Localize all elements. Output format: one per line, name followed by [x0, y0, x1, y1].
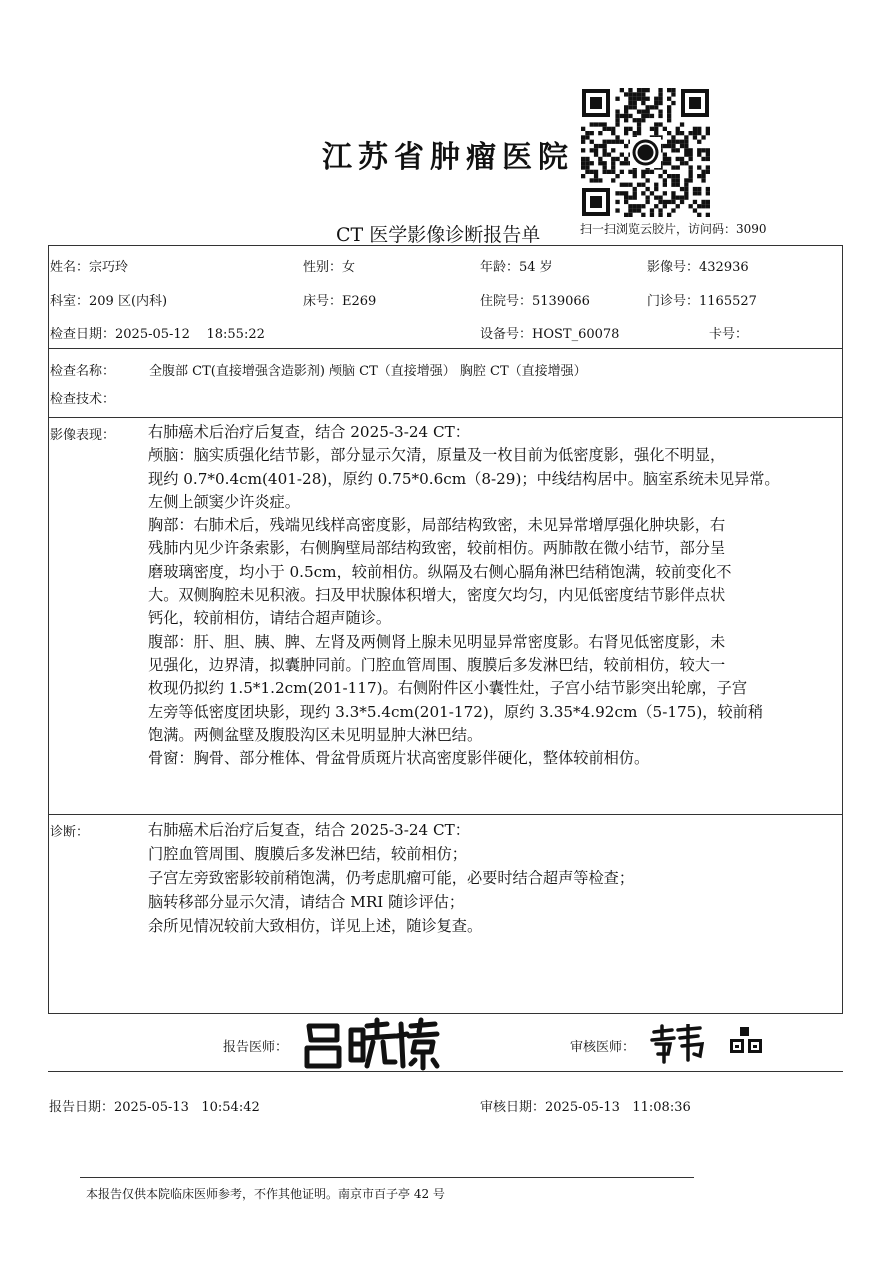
outpatient-number: 门诊号：1165527 [647, 294, 757, 309]
exam-name-label: 检查名称： [50, 364, 116, 379]
diagnosis-label: 诊断： [50, 825, 90, 840]
findings-line: 颅脑：脑实质强化结节影，部分显示欠清，原量及一枚目前为低密度影，强化不明显， [148, 446, 726, 465]
findings-line: 左旁等低密度团块影，现约 3.3*5.4cm(201-172)，原约 3.35*4.92cm（5-175)，较前稍 [148, 702, 764, 721]
findings-line: 磨玻璃密度，均小于 0.5cm，较前相仿。纵隔及右侧心膈角淋巴结稍饱满，较前变化不 [148, 562, 732, 581]
findings-line: 左侧上颌窦少许炎症。 [148, 492, 300, 511]
hospital-name: 江苏省肿瘤医院 [322, 140, 574, 175]
exam-box [48, 348, 843, 418]
diagnosis-line: 余所见情况较前大致相仿，详见上述，随诊复查。 [148, 917, 483, 935]
diagnosis-line: 脑转移部分显示欠清，请结合 MRI 随诊评估； [148, 893, 465, 911]
diagnosis-line: 子宫左旁致密影较前稍饱满，仍考虑肌瘤可能，必要时结合超声等检查； [148, 869, 634, 887]
findings-line: 饱满。两侧盆壁及腹股沟区未见明显肿大淋巴结。 [148, 725, 483, 744]
findings-text [148, 421, 838, 770]
exam-tech-label: 检查技术： [50, 392, 116, 407]
device-number: 设备号：HOST_60078 [480, 327, 620, 342]
exam-date: 检查日期：2025-05-12 18:55:22 [50, 327, 265, 342]
diagnosis-text [148, 818, 838, 938]
patient-name: 姓名：宗巧玲 [50, 260, 129, 275]
diagnosis-line: 右肺癌术后治疗后复查，结合 2025-3-24 CT： [148, 821, 470, 839]
footer-divider [80, 1177, 694, 1178]
exam-name-value: 全腹部 CT(直接增强含造影剂) 颅脑 CT（直接增强） 胸腔 CT（直接增强） [149, 364, 587, 379]
footer-note: 本报告仅供本院临床医师参考，不作其他证明。南京市百子亭 42 号 [86, 1187, 445, 1201]
patient-age: 年龄：54 岁 [480, 260, 553, 275]
findings-line: 骨窗：胸骨、部分椎体、骨盆骨质斑片状高密度影伴硬化，整体较前相仿。 [148, 749, 650, 768]
review-stamp-icon [728, 1027, 766, 1059]
findings-line: 胸部：右肺术后，残端见线样高密度影，局部结构致密，未见异常增厚强化肿块影，右 [148, 516, 726, 535]
findings-line: 现约 0.7*0.4cm(401-28)，原约 0.75*0.6cm（8-29)；中线结构居中。脑室系统未见异常。 [148, 469, 780, 488]
findings-line: 右肺癌术后治疗后复查，结合 2025-3-24 CT： [148, 423, 470, 441]
signature-divider [48, 1071, 843, 1072]
qr-caption: 扫一扫浏览云胶片，访问码：3090 [580, 222, 767, 236]
report-doctor-label: 报告医师： [223, 1040, 289, 1055]
report-doctor-signature [303, 1016, 441, 1072]
review-date: 审核日期：2025-05-13 11:08:36 [480, 1100, 691, 1115]
diagnosis-line: 门腔血管周围、腹膜后多发淋巴结，较前相仿； [148, 845, 467, 863]
report-date: 报告日期：2025-05-13 10:54:42 [49, 1100, 260, 1115]
qr-code[interactable] [580, 87, 711, 218]
card-number: 卡号： [709, 327, 749, 342]
report-title: CT 医学影像诊断报告单 [336, 224, 541, 246]
findings-line: 枚现仍拟约 1.5*1.2cm(201-117)。右侧附件区小囊性灶，子宫小结节影突出轮廓，子宫 [148, 679, 748, 698]
findings-line: 残肺内见少许条索影，右侧胸壁局部结构致密，较前相仿。两肺散在微小结节，部分呈 [148, 539, 726, 558]
patient-sex: 性别：女 [303, 260, 356, 275]
image-number: 影像号：432936 [647, 260, 749, 275]
bed-number: 床号：E269 [303, 294, 377, 309]
findings-label: 影像表现： [50, 428, 116, 443]
findings-line: 见强化，边界清，拟囊肿同前。门腔血管周围、腹膜后多发淋巴结，较前相仿，较大一 [148, 655, 726, 674]
review-doctor-signature [650, 1024, 704, 1064]
findings-line: 大。双侧胸腔未见积液。扫及甲状腺体积增大，密度欠均匀，内见低密度结节影伴点状 [148, 586, 726, 605]
department: 科室：209 区(内科) [50, 294, 168, 309]
findings-line: 钙化，较前相仿，请结合超声随诊。 [148, 609, 391, 628]
inpatient-number: 住院号：5139066 [480, 294, 590, 309]
patient-info-box [48, 245, 843, 349]
review-doctor-label: 审核医师： [570, 1040, 636, 1055]
findings-line: 腹部：肝、胆、胰、脾、左肾及两侧肾上腺未见明显异常密度影。右肾见低密度影，未 [148, 632, 726, 651]
